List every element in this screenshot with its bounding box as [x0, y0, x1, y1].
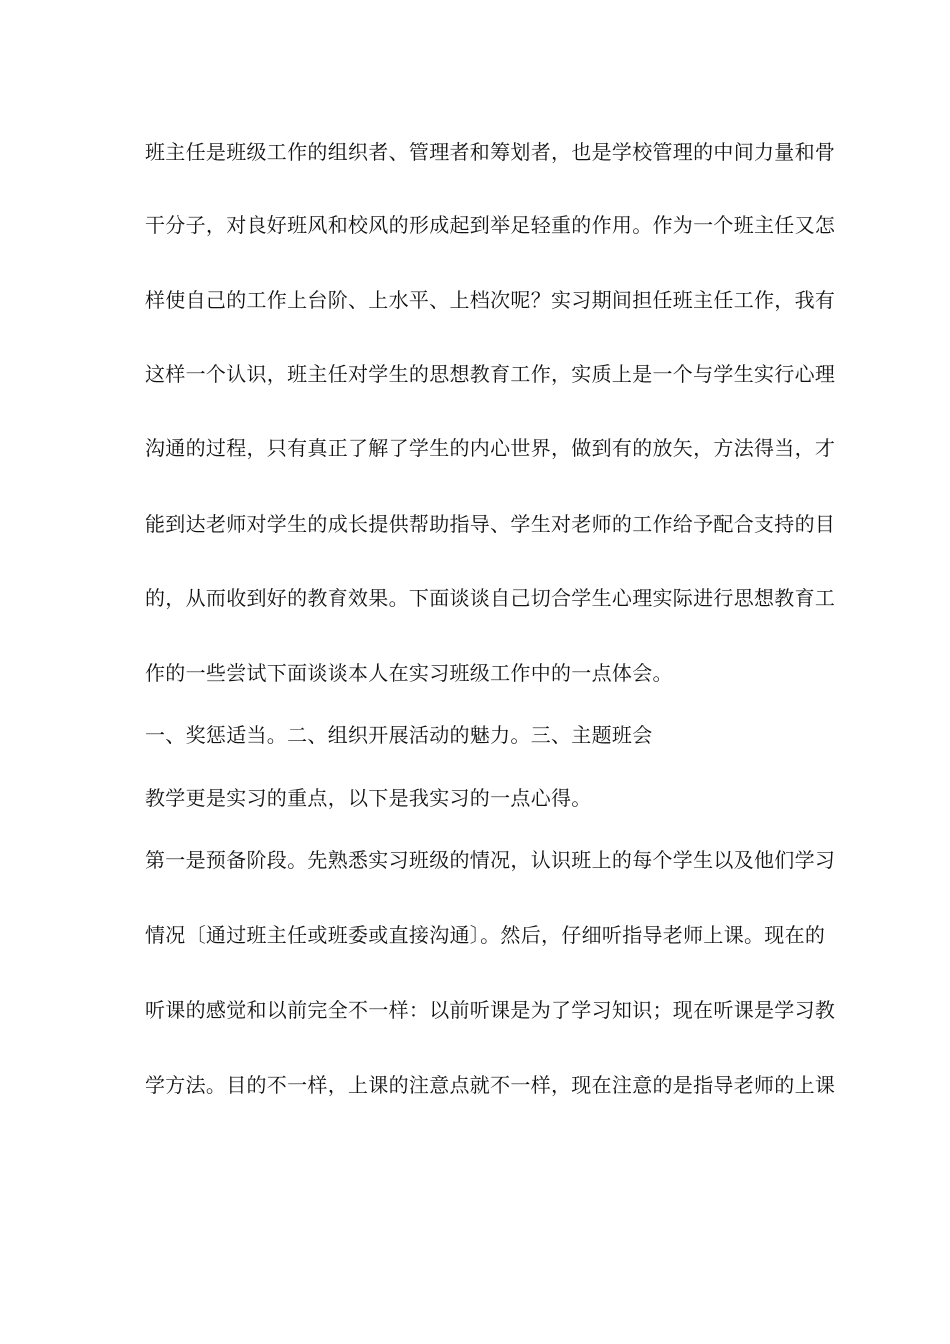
paragraph-1-line-4: 这样一个认识，班主任对学生的思想教育工作，实质上是一个与学生实行心理 — [145, 362, 836, 386]
paragraph-1-line-3: 样使自己的工作上台阶、上水平、上档次呢？实习期间担任班主任工作，我有 — [145, 288, 836, 312]
paragraph-4-line-3: 听课的感觉和以前完全不一样：以前听课是为了学习知识；现在听课是学习教 — [145, 998, 836, 1022]
paragraph-1-line-6: 能到达老师对学生的成长提供帮助指导、学生对老师的工作给予配合支持的目 — [145, 512, 836, 536]
paragraph-2: 一、奖惩适当。二、组织开展活动的魅力。三、主题班会 — [145, 723, 653, 747]
paragraph-1-line-5: 沟通的过程，只有真正了解了学生的内心世界，做到有的放矢，方法得当，才 — [145, 436, 836, 460]
paragraph-4-line-1: 第一是预备阶段。先熟悉实习班级的情况，认识班上的每个学生以及他们学习 — [145, 848, 836, 872]
paragraph-1-line-1: 班主任是班级工作的组织者、管理者和筹划者，也是学校管理的中间力量和骨 — [145, 140, 836, 164]
paragraph-1-line-8: 作的一些尝试下面谈谈本人在实习班级工作中的一点体会。 — [145, 661, 673, 685]
paragraph-4-line-2: 情况〔通过班主任或班委或直接沟通〕。然后，仔细听指导老师上课。现在的 — [145, 923, 826, 947]
paragraph-1-line-7: 的，从而收到好的教育效果。下面谈谈自己切合学生心理实际进行思想教育工 — [145, 586, 836, 610]
paragraph-3: 教学更是实习的重点，以下是我实习的一点心得。 — [145, 786, 592, 810]
paragraph-1-line-2: 干分子，对良好班风和校风的形成起到举足轻重的作用。作为一个班主任又怎 — [145, 213, 836, 237]
paragraph-4-line-4: 学方法。目的不一样，上课的注意点就不一样，现在注意的是指导老师的上课 — [145, 1073, 836, 1097]
